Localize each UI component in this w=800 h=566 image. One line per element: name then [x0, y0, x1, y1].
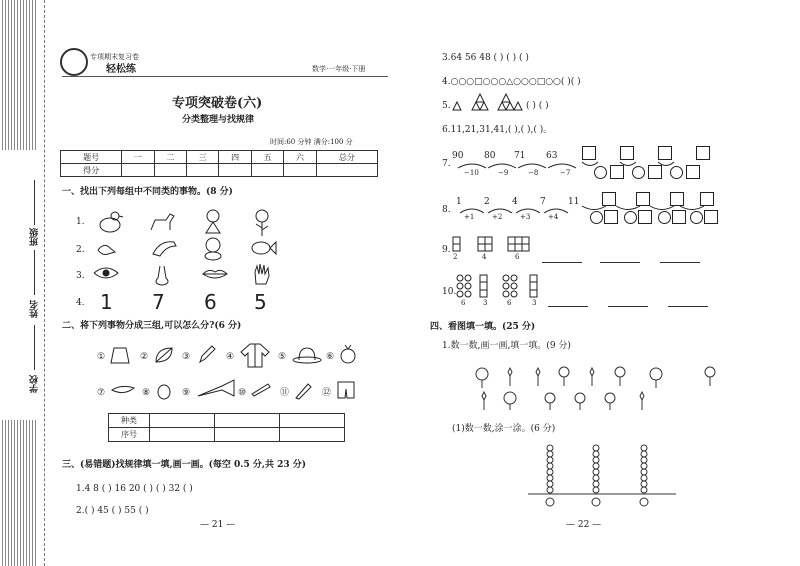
- answer-box[interactable]: [610, 165, 624, 179]
- answer-box[interactable]: [582, 146, 596, 160]
- figure-count: 3: [483, 299, 488, 307]
- pepper-picture[interactable]: [110, 382, 136, 396]
- flowers-picture: [470, 362, 720, 412]
- dolphin-picture[interactable]: [150, 236, 178, 260]
- item-number: ⑧: [142, 388, 151, 398]
- answer-box[interactable]: [686, 165, 700, 179]
- answer-line[interactable]: [608, 306, 648, 307]
- figure-count: 6: [461, 299, 466, 307]
- page-subtitle: 分类整理与找规律: [182, 115, 255, 125]
- answer-box[interactable]: [658, 146, 672, 160]
- score-header-cell: 总分: [316, 151, 377, 164]
- hand-picture[interactable]: [252, 262, 272, 286]
- item-number: ①: [97, 352, 106, 362]
- difference: +4: [548, 213, 559, 221]
- page-number: — 22 —: [566, 520, 602, 530]
- answer-circle[interactable]: [670, 166, 683, 179]
- kind-cell[interactable]: [215, 414, 280, 428]
- fish-picture[interactable]: [250, 238, 276, 258]
- lips-picture[interactable]: [202, 268, 228, 280]
- ruler-picture[interactable]: [250, 382, 272, 396]
- section-1-heading: 一、找出下列每组中不同类的事物。(8 分): [62, 187, 233, 197]
- figure-count: 4: [482, 253, 487, 261]
- score-header-cell: 五: [251, 151, 283, 164]
- girl-picture[interactable]: [200, 208, 226, 234]
- page-title: 专项突破卷(六): [172, 96, 263, 111]
- digit[interactable]: 1: [100, 290, 113, 314]
- shorts-picture[interactable]: [336, 380, 356, 400]
- difference: −10: [464, 169, 479, 177]
- leaf-picture[interactable]: [154, 346, 174, 364]
- binding-holes-bottom: [2, 420, 36, 566]
- score-header-cell: 六: [284, 151, 316, 164]
- figure-count: 3: [532, 299, 537, 307]
- answer-box[interactable]: [648, 165, 662, 179]
- vegetable-picture[interactable]: [338, 344, 358, 364]
- score-header-cell: 二: [154, 151, 186, 164]
- score-input-cell[interactable]: [316, 164, 377, 177]
- bead-columns[interactable]: [528, 442, 678, 512]
- brand-small: 专项期末复习卷: [90, 53, 139, 61]
- sequence-number: 71: [514, 151, 526, 161]
- answer-circle[interactable]: [590, 211, 603, 224]
- question-3: 3.64 56 48 ( ) ( ) ( ): [442, 53, 529, 63]
- score-header-cell: 三: [187, 151, 219, 164]
- figure-count: 6: [515, 253, 520, 261]
- score-input-cell[interactable]: [154, 164, 186, 177]
- circle-pattern: [456, 274, 546, 300]
- answer-line[interactable]: [660, 262, 700, 263]
- question-4: 4.○○○□○○○△○○○□○○( )( ): [442, 77, 581, 87]
- sequence-number: 63: [546, 151, 558, 161]
- item-number: ②: [140, 352, 149, 362]
- score-input-cell[interactable]: [251, 164, 283, 177]
- hat-picture[interactable]: [292, 346, 322, 364]
- row-number: 4.: [76, 298, 85, 308]
- digit[interactable]: 6: [204, 290, 217, 314]
- difference: +1: [464, 213, 475, 221]
- figure-count: 6: [507, 299, 512, 307]
- kind-cell[interactable]: [150, 414, 215, 428]
- square-pattern: [452, 236, 532, 252]
- item-number: ④: [226, 352, 235, 362]
- question-5-blanks: ( ) ( ): [526, 101, 549, 111]
- difference: +3: [520, 213, 531, 221]
- flower-picture[interactable]: [252, 208, 272, 236]
- question-6: 6.11,21,31,41,( ),( ),( )。: [442, 125, 553, 135]
- answer-box[interactable]: [704, 210, 718, 224]
- sequence-number: 90: [452, 151, 464, 161]
- section-4-subquestion: (1)数一数,涂一涂。(6 分): [452, 424, 556, 434]
- item-number: ⑫: [322, 388, 332, 398]
- question-1: 1.4 8 ( ) 16 20 ( ) ( ) 32 ( ): [76, 484, 193, 494]
- answer-circle[interactable]: [594, 166, 607, 179]
- answer-line[interactable]: [668, 306, 708, 307]
- sequence-number: 1: [456, 197, 462, 207]
- score-header-cell: 四: [219, 151, 251, 164]
- score-table: [60, 150, 378, 177]
- kind-label: 种类: [109, 414, 150, 428]
- nose-picture[interactable]: [152, 264, 172, 286]
- duck-picture[interactable]: [97, 210, 123, 234]
- horse-picture[interactable]: [148, 210, 176, 234]
- order-label: 序号: [109, 428, 150, 442]
- score-label-cell: 得分: [61, 164, 122, 177]
- section-4-question-1: 1.数一数,画一画,填一填。(9 分): [442, 341, 571, 351]
- item-number: ⑩: [238, 388, 247, 398]
- pencil-picture[interactable]: [198, 344, 216, 364]
- pen-picture[interactable]: [294, 380, 314, 400]
- cut-line: [44, 0, 46, 566]
- row-number: 2.: [76, 245, 85, 255]
- digit[interactable]: 7: [152, 290, 165, 314]
- score-header-cell: 一: [122, 151, 154, 164]
- row-number: 1.: [76, 217, 85, 227]
- time-score-meta: 时间:60 分钟 满分:100 分: [270, 138, 353, 146]
- page-number: — 21 —: [200, 520, 236, 530]
- answer-line[interactable]: [542, 262, 582, 263]
- binding-holes-top: [2, 0, 36, 150]
- digit[interactable]: 5: [254, 290, 267, 314]
- jacket-picture[interactable]: [240, 342, 270, 368]
- monkey-picture[interactable]: [200, 236, 226, 260]
- kind-cell[interactable]: [280, 414, 345, 428]
- sequence-number: 4: [512, 197, 518, 207]
- score-input-cell[interactable]: [284, 164, 316, 177]
- question-8-label: 8.: [442, 205, 451, 215]
- item-number: ⑪: [280, 388, 290, 398]
- eye-picture[interactable]: [93, 266, 119, 280]
- figure-count: 2: [453, 253, 458, 261]
- item-number: ⑨: [182, 388, 191, 398]
- difference: −7: [560, 169, 571, 177]
- question-2: 2.( ) 45 ( ) 55 ( ): [76, 506, 149, 516]
- trumpet-picture[interactable]: [196, 378, 236, 400]
- question-9-label: 9.: [442, 245, 451, 255]
- order-cell[interactable]: [215, 428, 280, 442]
- school-label: 学校: [30, 375, 40, 393]
- section-3-heading: 三、(易错题)找规律填一填,画一画。(每空 0.5 分,共 23 分): [62, 460, 307, 470]
- answer-line[interactable]: [600, 262, 640, 263]
- answer-box[interactable]: [620, 146, 634, 160]
- name-label: 姓名: [30, 300, 40, 318]
- subject-label: 数学·一年级·下册: [312, 65, 366, 73]
- triangle-pattern: [452, 96, 522, 112]
- answer-line[interactable]: [548, 306, 588, 307]
- score-input-cell[interactable]: [187, 164, 219, 177]
- answer-circle[interactable]: [658, 211, 671, 224]
- item-number: ⑦: [97, 388, 106, 398]
- item-number: ⑤: [278, 352, 287, 362]
- difference: −9: [498, 169, 509, 177]
- section-2-heading: 二、将下列事物分成三组,可以怎么分?(6 分): [62, 321, 242, 331]
- question-5-label: 5.: [442, 101, 451, 111]
- sequence-number: 80: [484, 151, 496, 161]
- header-rule: [282, 36, 312, 44]
- sequence-number: 2: [484, 197, 490, 207]
- eggplant-picture[interactable]: [155, 380, 173, 400]
- sequence-number: 7: [540, 197, 546, 207]
- brand-name: 轻松练: [106, 64, 136, 75]
- answer-box[interactable]: [638, 210, 652, 224]
- order-cell[interactable]: [150, 428, 215, 442]
- class-label: 班级: [30, 228, 40, 246]
- answer-circle[interactable]: [624, 211, 637, 224]
- binding-strip: [0, 0, 50, 566]
- item-number: ③: [182, 352, 191, 362]
- question-10-label: 10.: [442, 287, 457, 297]
- skirt-picture[interactable]: [110, 346, 130, 364]
- sequence-number: 11: [568, 197, 580, 207]
- item-number: ⑥: [326, 352, 335, 362]
- score-header-cell: 题号: [61, 151, 122, 164]
- section-4-heading: 四、看图填一填。(25 分): [430, 322, 536, 332]
- answer-circle[interactable]: [690, 211, 703, 224]
- classification-table: [108, 413, 345, 442]
- order-cell[interactable]: [280, 428, 345, 442]
- score-input-cell[interactable]: [122, 164, 154, 177]
- answer-box[interactable]: [696, 146, 710, 160]
- score-input-cell[interactable]: [219, 164, 251, 177]
- row-number: 3.: [76, 271, 85, 281]
- difference: −8: [528, 169, 539, 177]
- answer-box[interactable]: [604, 210, 618, 224]
- question-7-label: 7.: [442, 159, 451, 169]
- answer-circle[interactable]: [632, 166, 645, 179]
- brand-logo: [60, 48, 88, 76]
- answer-box[interactable]: [672, 210, 686, 224]
- difference: +2: [492, 213, 503, 221]
- bird-picture[interactable]: [96, 240, 116, 258]
